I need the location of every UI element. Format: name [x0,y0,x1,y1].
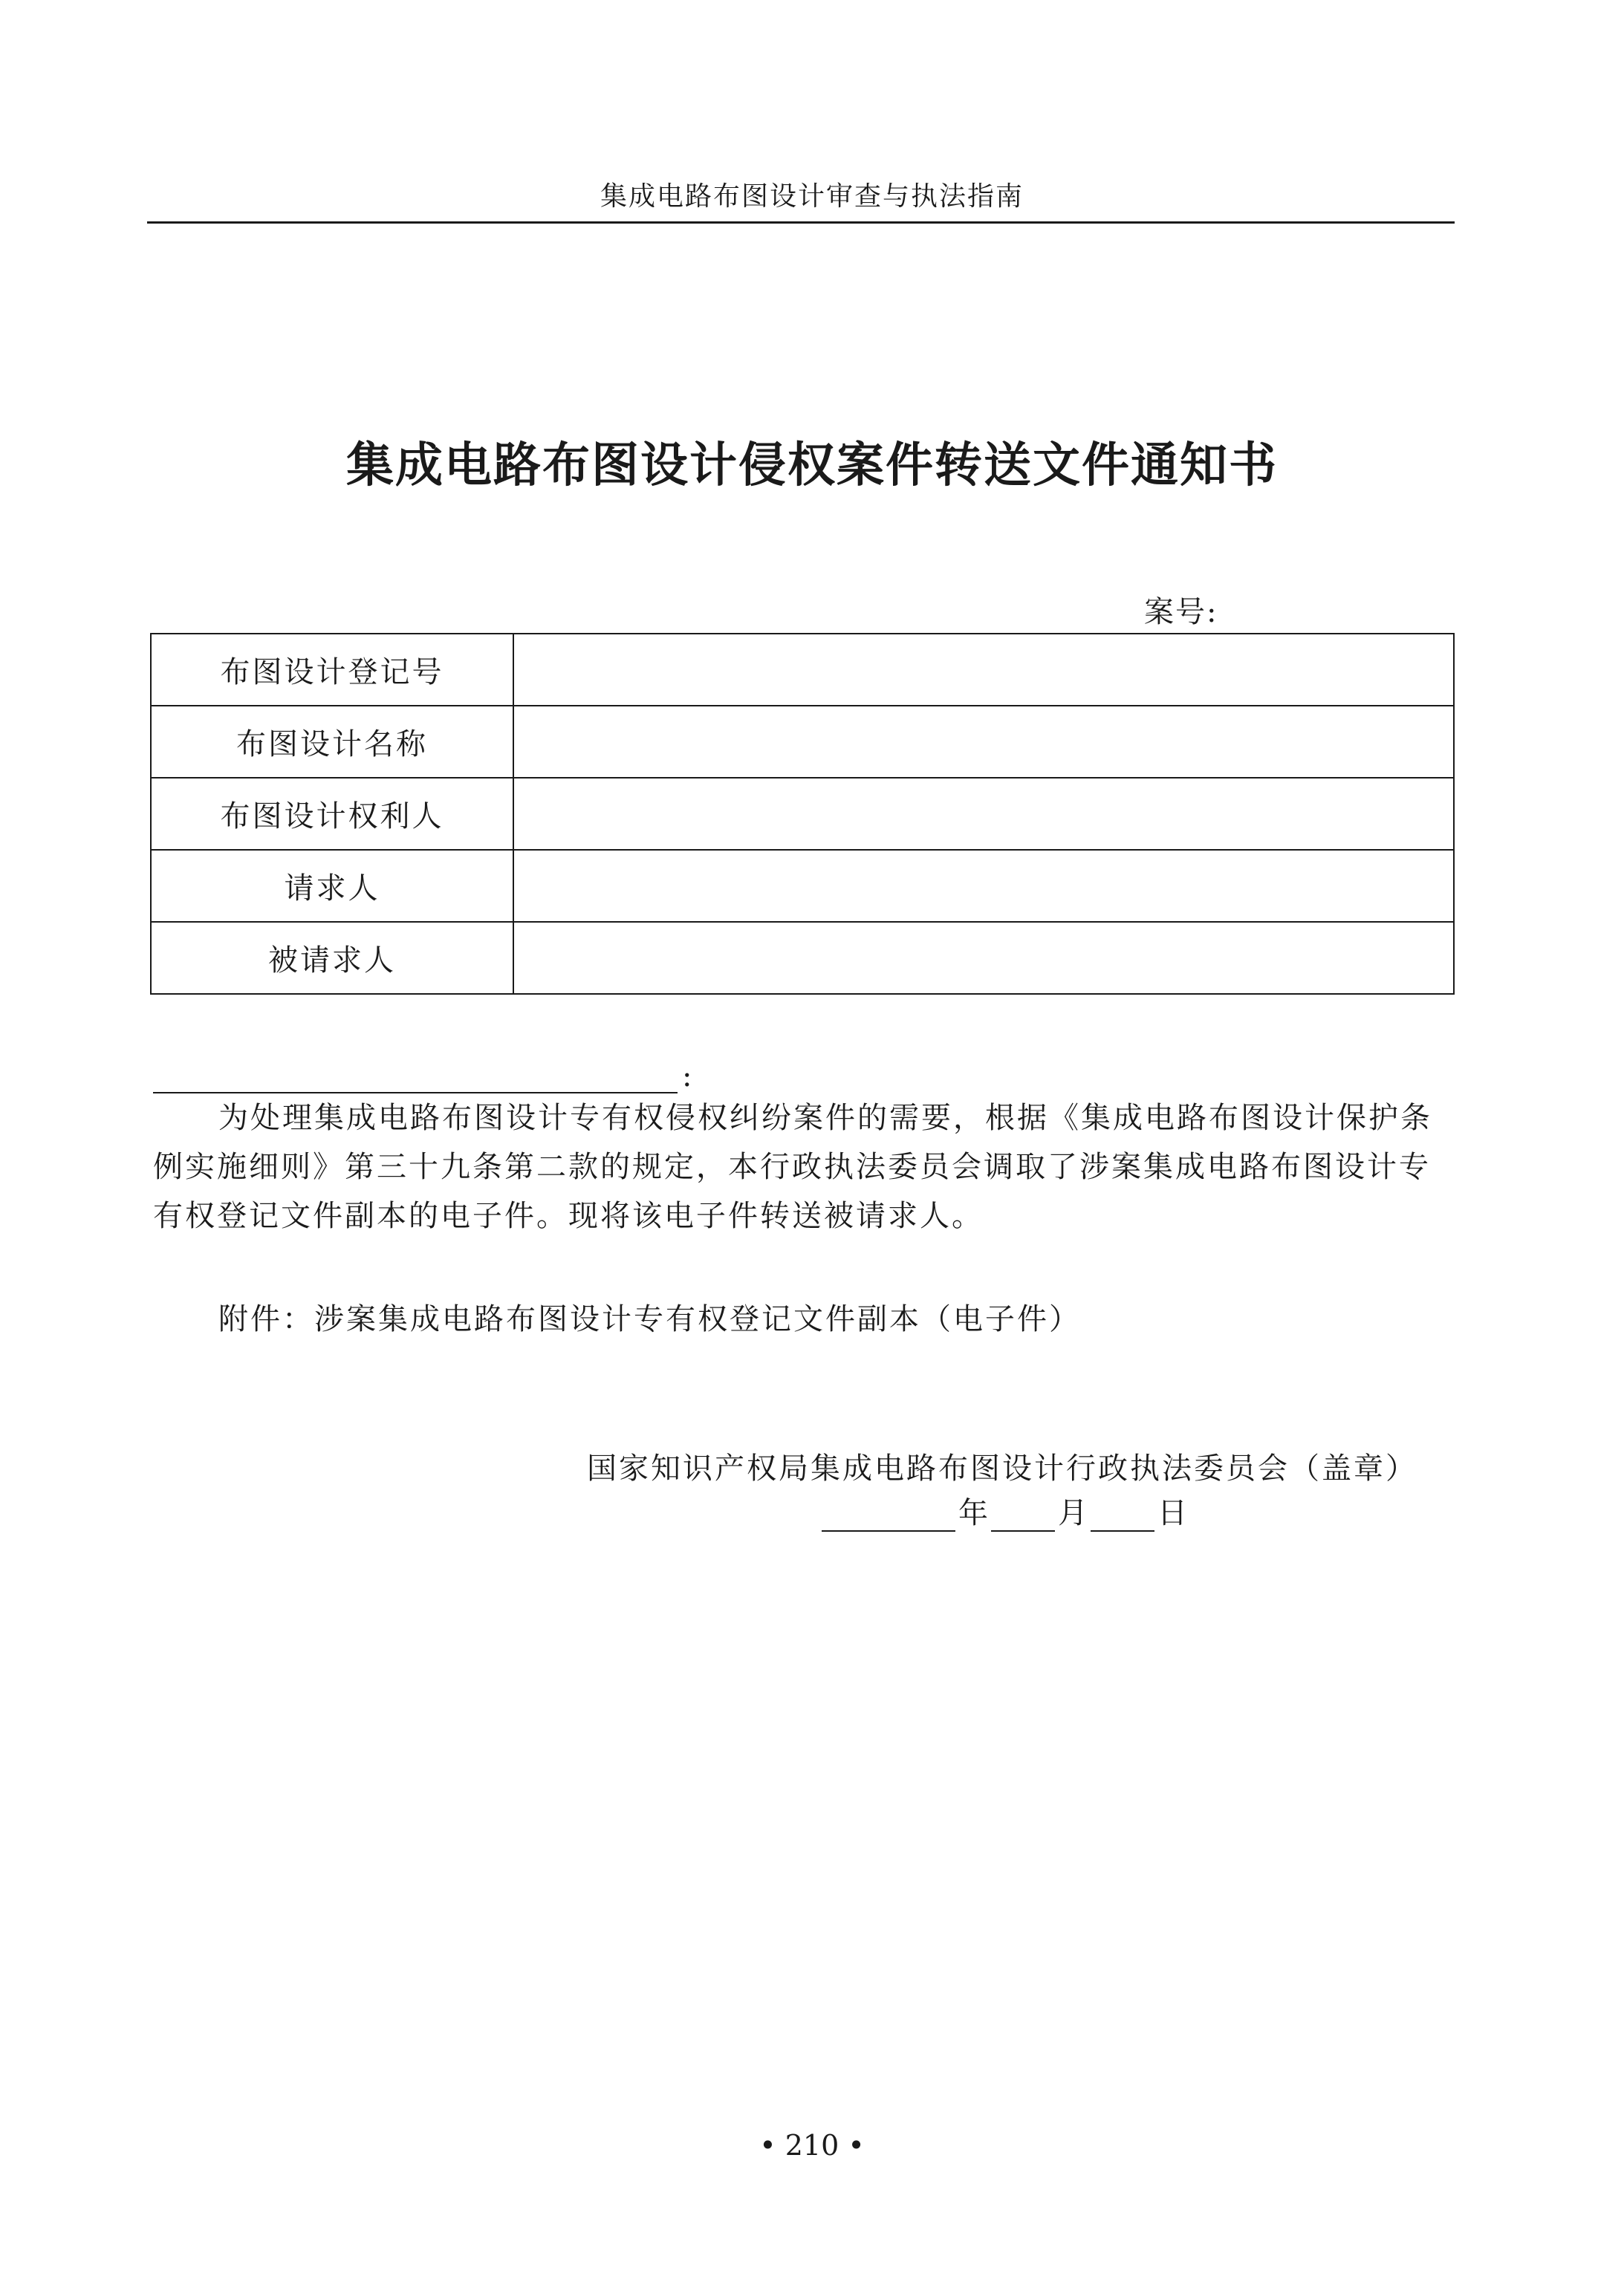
issuer-signature: 国家知识产权局集成电路布图设计行政执法委员会（盖章） [587,1452,1417,1486]
table-row [151,778,1454,850]
table-value-cell [513,922,1454,994]
table-row [151,922,1454,994]
body-paragraph: 为处理集成电路布图设计专有权侵权纠纷案件的需要，根据《集成电路布图设计保护条例实施细则》第三十九条第二款的规定，本行政执法委员会调取了涉案集成电路布图设计专有权登记文件副本的电子件。现将该电子件转送被请求人。 [153,1101,1432,1233]
month-blank [991,1496,1055,1532]
document-title: 集成电路布图设计侵权案件转送文件通知书 [346,438,1278,493]
table-label-cell: 布图设计权利人 [151,778,513,850]
case-info-table [150,633,1455,995]
page-number: • 210 • [759,2129,865,2162]
table-value-cell [513,850,1454,922]
addressee-blank [153,1061,678,1093]
table-value-cell [513,634,1454,706]
day-blank [1091,1496,1154,1532]
addressee-colon: : [682,1059,692,1093]
table-label-cell: 请求人 [151,850,513,922]
running-header: 集成电路布图设计审查与执法指南 [600,181,1024,212]
year-blank [822,1496,955,1532]
day-unit: 日 [1157,1496,1187,1530]
case-number-label: 案号: [1144,595,1218,629]
date-line [822,1493,1190,1532]
table-label-cell: 布图设计名称 [151,706,513,778]
table-value-cell [513,778,1454,850]
table-label-cell: 被请求人 [151,922,513,994]
addressee-line [153,1059,692,1093]
table-value-cell [513,706,1454,778]
table-row [151,850,1454,922]
month-unit: 月 [1058,1496,1088,1530]
attachment-line: 附件：涉案集成电路布图设计专有权登记文件副本（电子件） [218,1302,1081,1336]
table-row [151,634,1454,706]
table-row [151,706,1454,778]
table-label-cell: 布图设计登记号 [151,634,513,706]
header-rule [147,221,1455,224]
year-unit: 年 [958,1496,988,1530]
